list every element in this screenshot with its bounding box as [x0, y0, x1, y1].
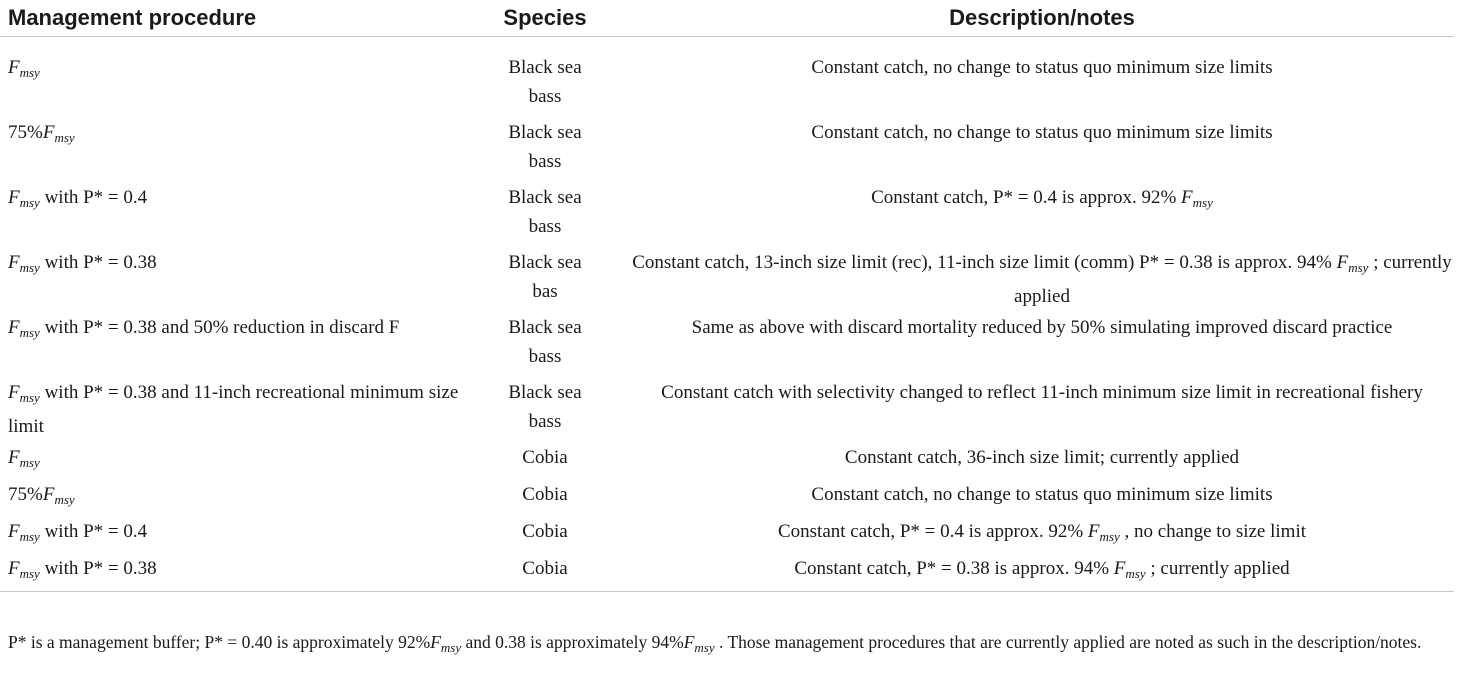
species-cell: Cobia [522, 484, 568, 505]
species-cell: Cobia [522, 447, 568, 468]
description-cell: Constant catch, 36-inch size limit; currently applied [844, 447, 1240, 468]
species-cell: Cobia [460, 554, 630, 592]
table-row [0, 248, 1454, 313]
footnote-fmsy-2: $F_{msy}$ [683, 632, 715, 655]
description-cell: Constant catch, P* = 0.38 is approx. 94% $F_{msy}$ ; currently applied [630, 554, 1454, 592]
species-cell: Cobia [522, 521, 568, 542]
procedure-cell: $F_{msy}$ [8, 447, 40, 470]
description-cell: Constant catch, 13-inch size limit (rec), 11-inch size limit (comm) P* = 0.38 is approx. 94% $F_{msy}$ ; currently applied [632, 252, 1452, 307]
table-row [0, 313, 1454, 378]
header-row [0, 0, 1454, 37]
description-cell: Constant catch, P* = 0.4 is approx. 92% $F_{msy}$ , no change to size limit [777, 521, 1307, 544]
table-row [0, 480, 1454, 517]
table-row [0, 517, 1454, 554]
footnote-fmsy-1: $F_{msy}$ [430, 632, 462, 655]
header-species: Species [460, 0, 630, 37]
species-cell: Black sea bass [508, 122, 582, 172]
procedure-cell: $75\%F_{msy}$ [8, 122, 75, 145]
description-cell: Constant catch, no change to status quo minimum size limits [811, 57, 1273, 78]
description-cell: Constant catch, P* = 0.4 is approx. 92% $F_{msy}$ [871, 187, 1213, 210]
table-footnote [8, 630, 1454, 660]
description-cell: Constant catch with selectivity changed to reflect 11-inch minimum size limit in recreational fishery [661, 382, 1423, 403]
species-cell: Black sea bas [508, 252, 582, 302]
table-row [0, 118, 1454, 183]
description-cell: Same as above with discard mortality reduced by 50% simulating improved discard practice [691, 317, 1393, 338]
species-cell: Black sea bass [508, 187, 582, 237]
table-row [0, 183, 1454, 248]
procedure-cell: $F_{msy}$ with P* = 0.4 [8, 521, 148, 544]
footnote-part1: P* is a management buffer; P* = 0.40 is approximately 92% [8, 632, 431, 652]
footnote-part2: and 0.38 is approximately 94% [461, 632, 684, 652]
description-cell: Constant catch, no change to status quo minimum size limits [811, 484, 1273, 505]
procedure-cell: $75\%F_{msy}$ [8, 484, 75, 507]
description-cell: Constant catch, no change to status quo minimum size limits [811, 122, 1273, 143]
table-body [0, 37, 1454, 592]
header-description: Description/notes [630, 0, 1454, 37]
species-cell: Black sea bass [508, 382, 582, 432]
procedure-cell: $F_{msy}$ with P* = 0.38 and 11-inch recreational minimum size limit [8, 382, 459, 437]
species-cell: Black sea bass [508, 57, 582, 107]
procedure-cell: $F_{msy}$ with P* = 0.38 [8, 252, 157, 275]
footnote-part3: . Those management procedures that are currently applied are noted as such in the description/notes. [714, 632, 1422, 652]
species-cell: Black sea bass [508, 317, 582, 367]
procedure-cell: $F_{msy}$ with P* = 0.4 [8, 187, 148, 210]
procedure-cell: $F_{msy}$ with P* = 0.38 and 50% reduction in discard F [8, 317, 400, 340]
table-row [0, 378, 1454, 443]
procedure-cell: $F_{msy}$ [8, 57, 40, 80]
procedure-cell: $F_{msy}$ with P* = 0.38 [0, 554, 460, 592]
header-procedure: Management procedure [0, 0, 460, 37]
table-row [0, 554, 1454, 592]
table-row [0, 53, 1454, 118]
table-row [0, 443, 1454, 480]
